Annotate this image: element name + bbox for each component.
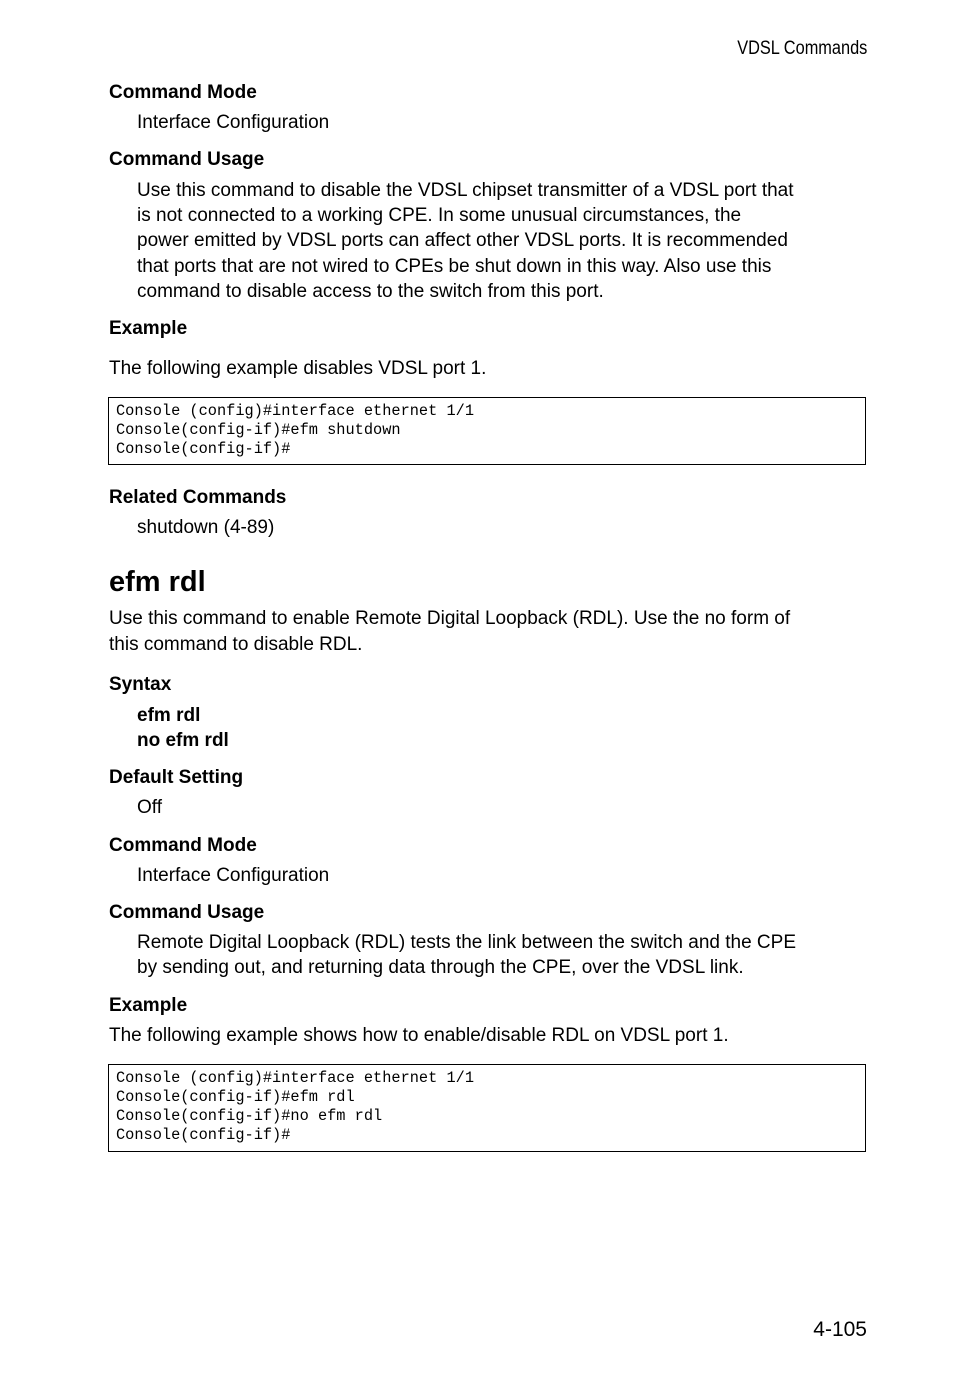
example-heading: Example xyxy=(109,318,188,339)
default-setting-value: Off xyxy=(137,797,162,818)
command-usage-paragraph xyxy=(137,930,877,980)
example-intro: The following example disables VDSL port 1. xyxy=(109,358,487,379)
code-line: Console(config-if)# xyxy=(116,440,291,458)
related-command-link[interactable]: shutdown (4-89) xyxy=(137,517,275,538)
paragraph-line: that ports that are not wired to CPEs be shut down in this way. Also use this xyxy=(137,255,772,277)
code-line: Console(config-if)#efm rdl xyxy=(116,1088,355,1106)
code-line: Console(config-if)# xyxy=(116,1126,291,1144)
running-header: VDSL Commands xyxy=(736,38,867,59)
command-usage-heading: Command Usage xyxy=(109,149,265,170)
code-line: Console(config-if)#no efm rdl xyxy=(116,1107,383,1125)
command-description xyxy=(109,606,869,658)
command-usage-heading: Command Usage xyxy=(109,902,265,923)
page-number: 4-105 xyxy=(813,1318,867,1341)
syntax-line: no efm rdl xyxy=(137,730,229,751)
default-setting-heading: Default Setting xyxy=(109,767,244,788)
code-example-box xyxy=(108,1064,866,1152)
syntax-heading: Syntax xyxy=(109,674,172,695)
paragraph-line: this command to disable RDL. xyxy=(109,634,363,655)
command-mode-heading: Command Mode xyxy=(109,835,257,856)
paragraph-line: Remote Digital Loopback (RDL) tests the link between the switch and the CPE xyxy=(137,932,796,953)
paragraph-line: power emitted by VDSL ports can affect other VDSL ports. It is recommended xyxy=(137,230,788,252)
syntax-line: efm rdl xyxy=(137,705,201,726)
code-example-box xyxy=(108,397,866,465)
command-mode-value: Interface Configuration xyxy=(137,865,330,886)
command-mode-value: Interface Configuration xyxy=(137,112,330,133)
example-intro: The following example shows how to enable/disable RDL on VDSL port 1. xyxy=(109,1025,729,1046)
code-line: Console(config-if)#efm shutdown xyxy=(116,421,401,439)
command-mode-heading: Command Mode xyxy=(109,82,257,103)
paragraph-line: Use this command to enable Remote Digital Loopback (RDL). Use the no form of xyxy=(109,608,791,629)
paragraph-line: is not connected to a working CPE. In some unusual circumstances, the xyxy=(137,205,742,227)
paragraph-line: by sending out, and returning data through the CPE, over the VDSL link. xyxy=(137,957,744,979)
paragraph-line: command to disable access to the switch from this port. xyxy=(137,280,604,302)
related-commands-heading: Related Commands xyxy=(109,487,287,508)
example-heading: Example xyxy=(109,995,188,1016)
command-usage-paragraph xyxy=(137,178,877,304)
command-title: efm rdl xyxy=(109,566,206,598)
code-line: Console (config)#interface ethernet 1/1 xyxy=(116,1069,475,1087)
code-line: Console (config)#interface ethernet 1/1 xyxy=(116,402,475,420)
paragraph-line: Use this command to disable the VDSL chipset transmitter of a VDSL port that xyxy=(137,180,794,201)
